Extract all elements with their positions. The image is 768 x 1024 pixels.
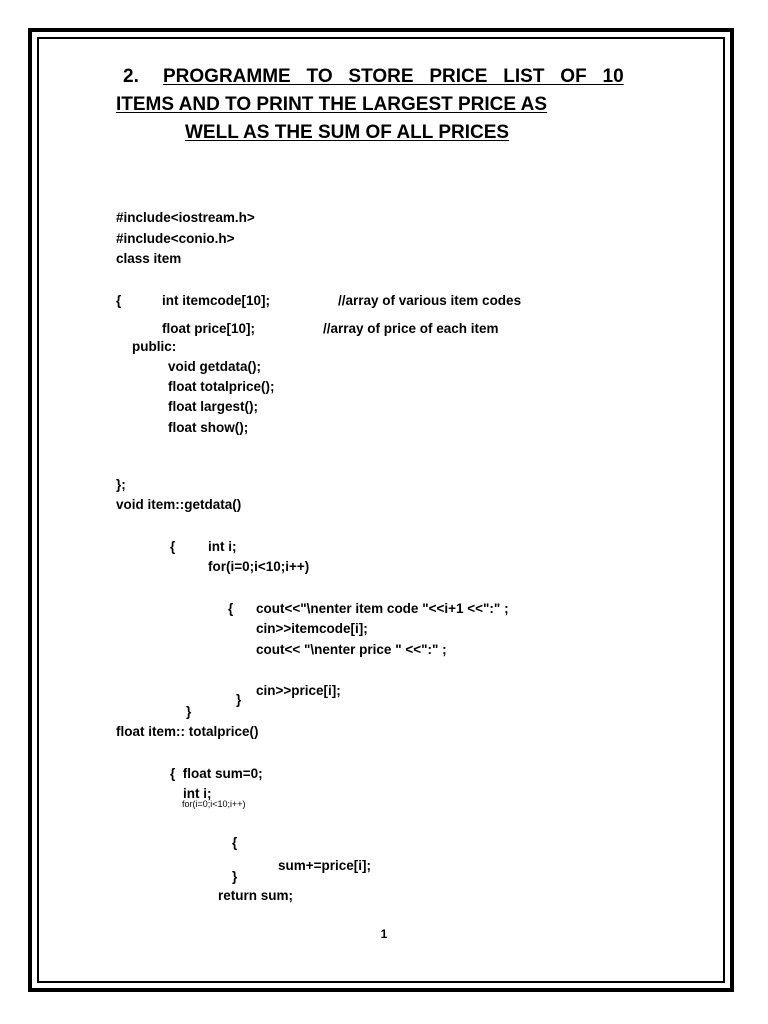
code-comment-item-codes: //array of various item codes xyxy=(338,293,522,308)
code-comment-price: //array of price of each item xyxy=(323,321,499,336)
code-loop-brace-close: } xyxy=(236,692,242,707)
code-class-decl: class item xyxy=(116,251,182,266)
code-include-iostream: #include<iostream.h> xyxy=(116,210,255,225)
code-totalprice-decl: float totalprice(); xyxy=(168,379,275,394)
code-totalprice-loop-brace: { xyxy=(232,835,238,850)
code-class-brace-open: { xyxy=(116,293,122,308)
code-totalprice-loop-close: } xyxy=(232,869,238,884)
code-totalprice-sum: sum+=price[i]; xyxy=(278,858,372,873)
code-totalprice-for: for(i=0;i<10;i++) xyxy=(182,799,246,809)
title-number: 2. xyxy=(123,66,139,87)
code-totalprice-def: float item:: totalprice() xyxy=(116,724,259,739)
code-largest-decl: float largest(); xyxy=(168,399,259,414)
code-getdata-def: void item::getdata() xyxy=(116,497,242,512)
title-line-2 xyxy=(116,94,547,116)
title-line-2-text: ITEMS AND TO PRINT THE LARGEST PRICE AS xyxy=(116,94,548,115)
title-line-3 xyxy=(185,122,509,144)
code-getdata-decl: void getdata(); xyxy=(168,359,261,374)
code-int-itemcode: int itemcode[10]; xyxy=(162,293,271,308)
page-number: 1 xyxy=(380,927,388,941)
code-float-price: float price[10]; xyxy=(162,321,256,336)
code-totalprice-brace-sum: { float sum=0; xyxy=(170,766,263,781)
code-cin-price: cin>>price[i]; xyxy=(256,683,341,698)
code-include-conio: #include<conio.h> xyxy=(116,231,235,246)
code-loop-brace-open: { xyxy=(228,601,234,616)
title-line-1-text: PROGRAMME TO STORE PRICE LIST OF 10 xyxy=(163,66,624,87)
code-getdata-brace: { xyxy=(170,539,176,554)
code-getdata-brace-close: } xyxy=(186,704,192,719)
code-totalprice-int-i: int i; xyxy=(183,786,212,801)
code-getdata-int-i: int i; xyxy=(208,539,237,554)
title-line-3-text: WELL AS THE SUM OF ALL PRICES xyxy=(185,122,510,143)
code-getdata-for: for(i=0;i<10;i++) xyxy=(208,559,310,574)
code-cin-itemcode: cin>>itemcode[i]; xyxy=(256,621,368,636)
code-class-close: }; xyxy=(116,477,126,492)
code-cout-price: cout<< "\nenter price " <<":" ; xyxy=(256,642,447,657)
code-public: public: xyxy=(132,339,177,354)
title-line-1 xyxy=(163,66,624,88)
code-cout-item-code: cout<<"\nenter item code "<<i+1 <<":" ; xyxy=(256,601,509,616)
code-show-decl: float show(); xyxy=(168,420,249,435)
code-totalprice-return: return sum; xyxy=(218,888,294,903)
